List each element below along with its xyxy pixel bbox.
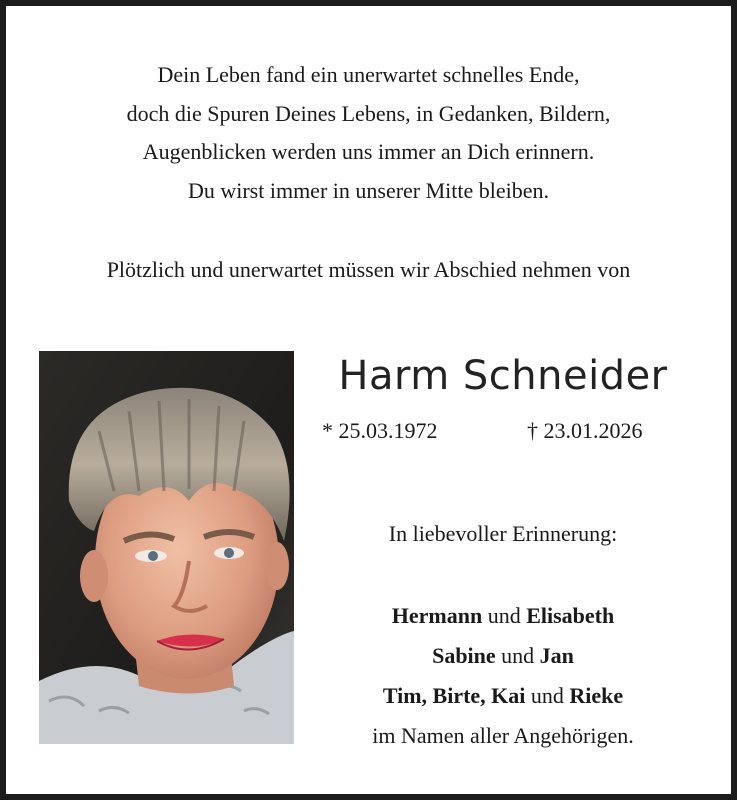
signer-line-2 <box>294 636 712 676</box>
signer-line-3 <box>294 676 712 716</box>
poem <box>6 56 731 210</box>
signer-name: Hermann <box>391 603 483 628</box>
poem-line-1: Dein Leben fand ein unerwartet schnelles Ende, <box>157 62 580 87</box>
portrait-photo <box>39 351 294 744</box>
poem-line-3: Augenblicken werden uns immer an Dich erinnern. <box>142 139 595 164</box>
memory-text: In liebevoller Erinnerung: <box>388 521 618 546</box>
intro-text: Plötzlich und unerwartet müssen wir Abschied nehmen von <box>106 257 631 282</box>
conjunction: und <box>530 683 564 708</box>
death-date: † 23.01.2026 <box>527 418 643 443</box>
deceased-name: Harm Schneider <box>338 353 668 399</box>
signer-line-1 <box>294 596 712 636</box>
poem-line-4: Du wirst immer in unserer Mitte bleiben. <box>187 177 550 203</box>
conjunction: und <box>487 603 521 628</box>
poem-line-2: doch die Spuren Deines Lebens, in Gedanken, Bildern, <box>126 100 611 126</box>
signer-line-4: im Namen aller Angehörigen. <box>372 723 634 748</box>
signer-name: Elisabeth <box>526 603 615 628</box>
conjunction: und <box>501 643 535 668</box>
signer-name: Jan <box>539 643 574 668</box>
signer-name: Rieke <box>569 683 624 708</box>
signers <box>294 596 712 756</box>
birth-date: * 25.03.1972 <box>322 418 438 443</box>
signer-name: Sabine <box>432 643 496 668</box>
signer-name: Tim, Birte, Kai <box>382 683 526 708</box>
